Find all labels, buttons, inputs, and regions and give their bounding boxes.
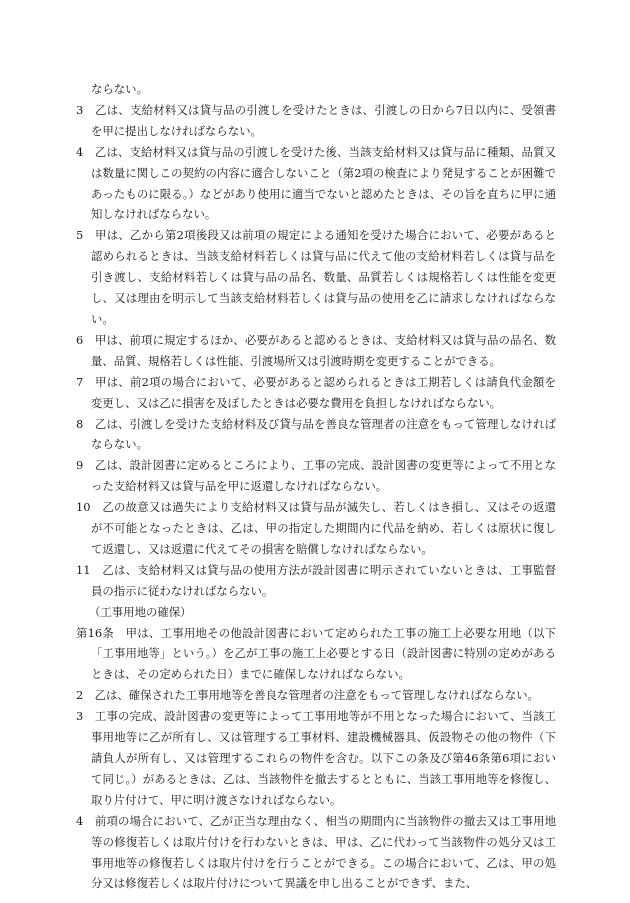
clause-10: 10 乙の故意又は過失により支給材料又は貸与品が滅失し、若しくはき損し、又はその返還が不可能となったときは、乙は、甲の指定した期間内に代品を納め、若しくは原状に復して返還し、又は返還に代えてその損害を賠償しなければならない。 [76,500,556,556]
clause-9: 9 乙は、設計図書に定めるところにより、工事の完成、設計図書の変更等によって不用となった支給材料又は貸与品を甲に返還しなければならない。 [76,458,556,494]
continuation-text: ならない。 [91,82,148,96]
clause-5: 5 甲は、乙から第2項後段又は前項の規定による通知を受けた場合において、必要があると認められるときは、当該支給材料若しくは貸与品に代えて他の支給材料若しくは貸与品を引き渡し、支給材料若しくは貸与品の品名、数量、品質若しくは規格若しくは性能を変更し、又は理由を明示して当該支給材料若しくは貸与品の使用を乙に請求しなければならない。 [76,228,556,326]
clause-6: 6 甲は、前項に規定するほか、必要があると認めるときは、支給材料又は貸与品の品名、数量、品質、規格若しくは性能、引渡場所又は引渡時期を変更することができる。 [76,332,556,368]
article-16-clause-2: 2 乙は、確保された工事用地等を善良な管理者の注意をもって管理しなければならない。 [76,688,539,703]
article-heading: （工事用地の確保） [89,604,192,619]
contract-text [76,79,556,894]
clause-8: 8 乙は、引渡しを受けた支給材料及び貸与品を善良な管理者の注意をもって管理しなければならない。 [76,416,556,452]
clause-7: 7 甲は、前2項の場合において、必要があると認められるときは工期若しくは請負代金額を変更し、又は乙に損害を及ぼしたときは必要な費用を負担しなければならない。 [76,374,556,410]
article-16-clause-3: 3 工事の完成、設計図書の変更等によって工事用地等が不用となった場合において、当該工事用地等に乙が所有し、又は管理する工事材料、建設機械器具、仮設物その他の物件（下請負人が所有し、又は管理するこれらの物件を含む。以下この条及び第46条第6項において同じ。）があるときは、乙は、当該物件を撤去するとともに、当該工事用地等を修復し、取り片付けて、甲に明け渡さなければならない。 [76,709,556,807]
clause-11: 11 乙は、支給材料又は貸与品の使用方法が設計図書に明示されていないときは、工事監督員の指示に従わなければならない。 [76,562,556,598]
clause-4: 4 乙は、支給材料又は貸与品の引渡しを受けた後、当該支給材料又は貸与品に種類、品質又は数量に関しこの契約の内容に適合しないこと（第2項の検査により発見することが困難であったものに限る。）などがあり使用に適当でないと認めたときは、その旨を直ちに甲に通知しなければならない。 [76,144,556,222]
clause-3: 3 乙は、支給材料又は貸与品の引渡しを受けたときは、引渡しの日から7日以内に、受領書を甲に提出しなければならない。 [76,102,556,138]
article-16-clause-4: 4 前項の場合において、乙が正当な理由なく、相当の期間内に当該物件の撤去又は工事用地等の修復若しくは取片付けを行わないときは、甲は、乙に代わって当該物件の処分又は工事用地等の修復若しくは取片付けを行うことができる。この場合において、乙は、甲の処分又は修復若しくは取片付けについて異議を申し出ることができず、また、 [76,813,556,891]
article-16: 第16条 甲は、工事用地その他設計図書において定められた工事の施工上必要な用地（以下「工事用地等」という。）を乙が工事の施工上必要とする日（設計図書に特別の定めがあるときは、その定められた日）までに確保しなければならない。 [76,625,556,682]
